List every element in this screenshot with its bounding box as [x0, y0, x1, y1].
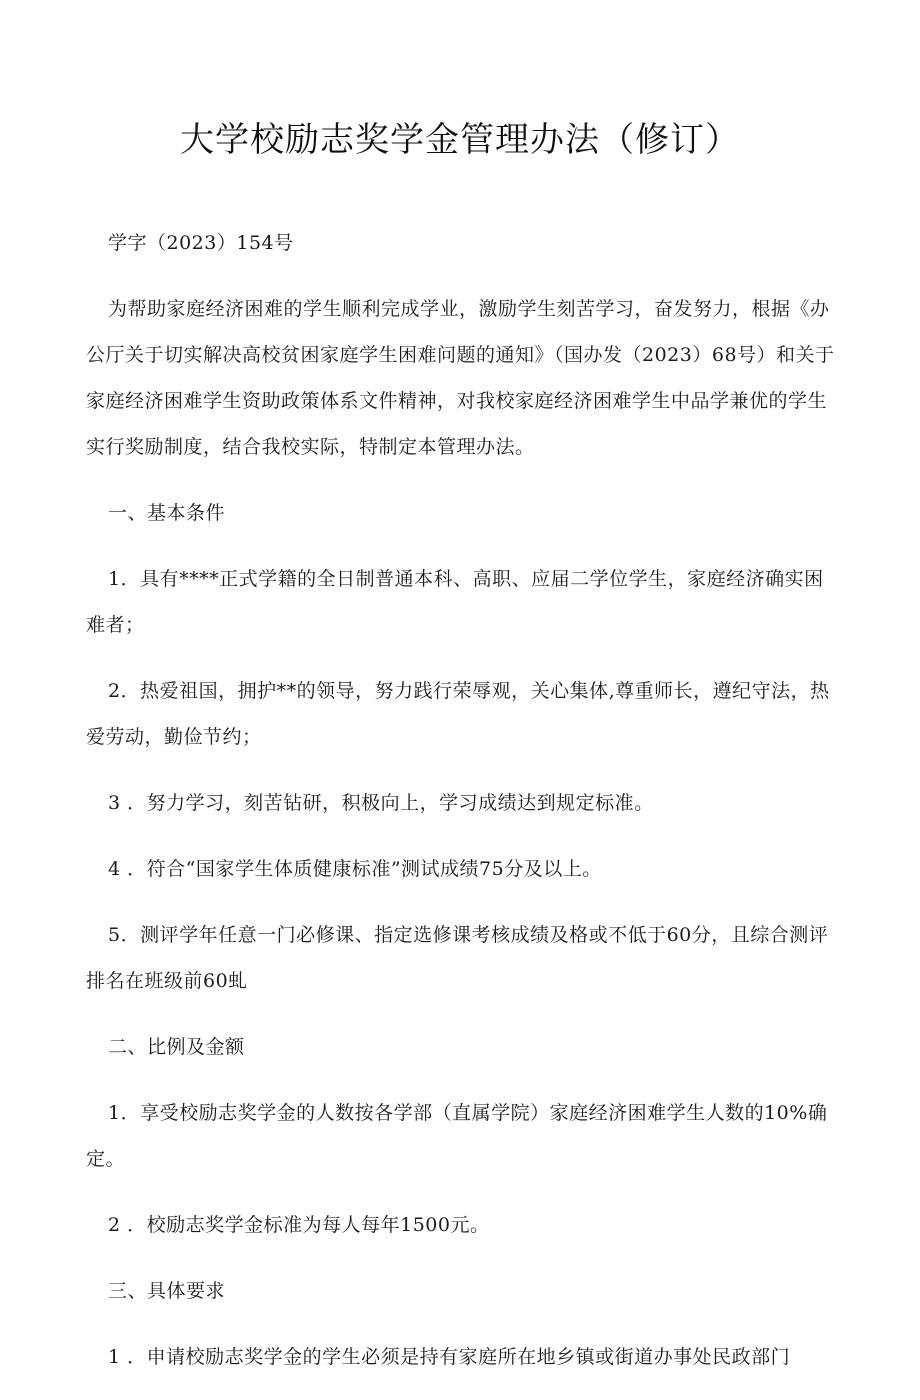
section-heading-basic-conditions: 一、基本条件: [108, 502, 226, 524]
intro-paragraph: 为帮助家庭经济困难的学生顺利完成学业，激励学生刻苦学习，奋发努力，根据《办公厅关于切实解决高校贫困家庭学生困难问题的通知》（国办发（2023）68号）和关于家庭经济困难学生资助政策体系文件精神，对我校家庭经济困难学生中品学兼优的学生实行奖励制度，结合我校实际，特制定本管理办法。: [86, 298, 835, 458]
requirement-item-1: 1 ．申请校励志奖学金的学生必须是持有家庭所在地乡镇或街道办事处民政部门: [108, 1346, 791, 1368]
condition-item-5: 5．测评学年任意一门必修课、指定选修课考核成绩及格或不低于60分，且综合测评排名在班级前60虬: [86, 924, 829, 992]
section-heading-requirements: 三、具体要求: [108, 1280, 226, 1302]
section-heading-ratio-amount: 二、比例及金额: [108, 1036, 245, 1058]
ratio-item-1: 1．享受校励志奖学金的人数按各学部（直属学院）家庭经济困难学生人数的10%确定。: [86, 1102, 828, 1170]
condition-item-4: 4 ．符合“国家学生体质健康标准”测试成绩75分及以上。: [108, 858, 602, 880]
condition-item-1: 1．具有****正式学籍的全日制普通本科、高职、应届二学位学生，家庭经济确实困难者；: [86, 568, 824, 636]
document-title: 大学校励志奖学金管理办法（修订）: [180, 120, 740, 160]
document-number: 学字（2023）154号: [108, 232, 294, 254]
document-body: [86, 220, 836, 1400]
condition-item-3: 3 ．努力学习，刻苦钻研，积极向上，学习成绩达到规定标准。: [108, 792, 654, 814]
condition-item-2: 2．热爱祖国，拥护**的领导，努力践行荣辱观，关心集体,尊重师长，遵纪守法，热爱劳动，勤俭节约；: [86, 680, 830, 748]
ratio-item-2: 2 ．校励志奖学金标准为每人每年1500元。: [108, 1214, 490, 1236]
